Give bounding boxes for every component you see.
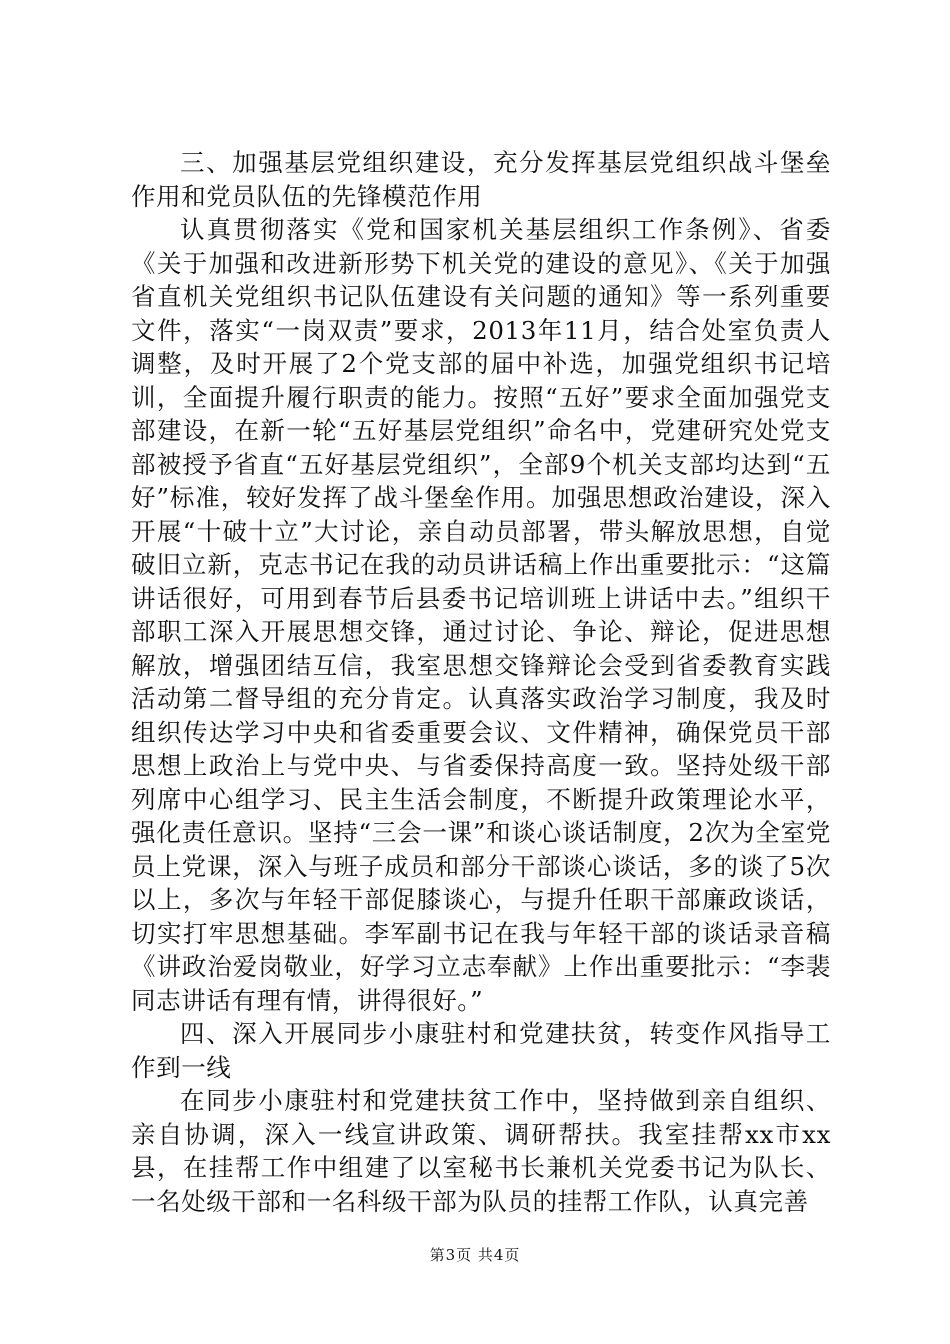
section-heading-3: 三、加强基层党组织建设，充分发挥基层党组织战斗堡垒作用和党员队伍的先锋模范作用: [131, 148, 831, 211]
section-heading-4: 四、深入开展同步小康驻村和党建扶贫，转变作风指导工作到一线: [131, 1019, 831, 1082]
body-paragraph: 认真贯彻落实《党和国家机关基层组织工作条例》、省委《关于加强和改进新形势下机关党的建设的意见》、《关于加强省直机关党组织书记队伍建设有关问题的通知》等一系列重要文件，落实“一岗双责”要求，2013年11月，结合处室负责人调整，及时开展了2个党支部的届中补选，加强党组织书记培训，全面提升履行职责的能力。按照“五好”要求全面加强党支部建设，在新一轮“五好基层党组织”命名中，党建研究处党支部被授予省直“五好基层党组织”，全部9个机关支部均达到“五好”标准，较好发挥了战斗堡垒作用。加强思想政治建设，深入开展“十破十立”大讨论，亲自动员部署，带头解放思想，自觉破旧立新，克志书记在我的动员讲话稿上作出重要批示：“这篇讲话很好，可用到春节后县委书记培训班上讲话中去。”组织干部职工深入开展思想交锋，通过讨论、争论、辩论，促进思想解放，增强团结互信，我室思想交锋辩论会受到省委教育实践活动第二督导组的充分肯定。认真落实政治学习制度，我及时组织传达学习中央和省委重要会议、文件精神，确保党员干部思想上政治上与党中央、与省委保持高度一致。坚持处级干部列席中心组学习、民主生活会制度，不断提升政策理论水平，强化责任意识。坚持“三会一课”和谈心谈话制度，2次为全室党员上党课，深入与班子成员和部分干部谈心谈话，多的谈了5次以上，多次与年轻干部促膝谈心，与提升任职干部廉政谈话，切实打牢思想基础。李军副书记在我与年轻干部的谈话录音稿《讲政治爱岗敬业，好学习立志奉献》上作出重要批示：“李裴同志讲话有理有情，讲得很好。”: [131, 215, 831, 1015]
body-paragraph: 在同步小康驻村和党建扶贫工作中，坚持做到亲自组织、亲自协调，深入一线宣讲政策、调研帮扶。我室挂帮xx市xx县，在挂帮工作中组建了以室秘书长兼机关党委书记为队长、一名处级干部和一名科级干部为队员的挂帮工作队，认真完善: [131, 1086, 831, 1216]
document-body: [131, 146, 831, 1218]
page-footer: 第3页 共4页: [429, 1246, 521, 1264]
